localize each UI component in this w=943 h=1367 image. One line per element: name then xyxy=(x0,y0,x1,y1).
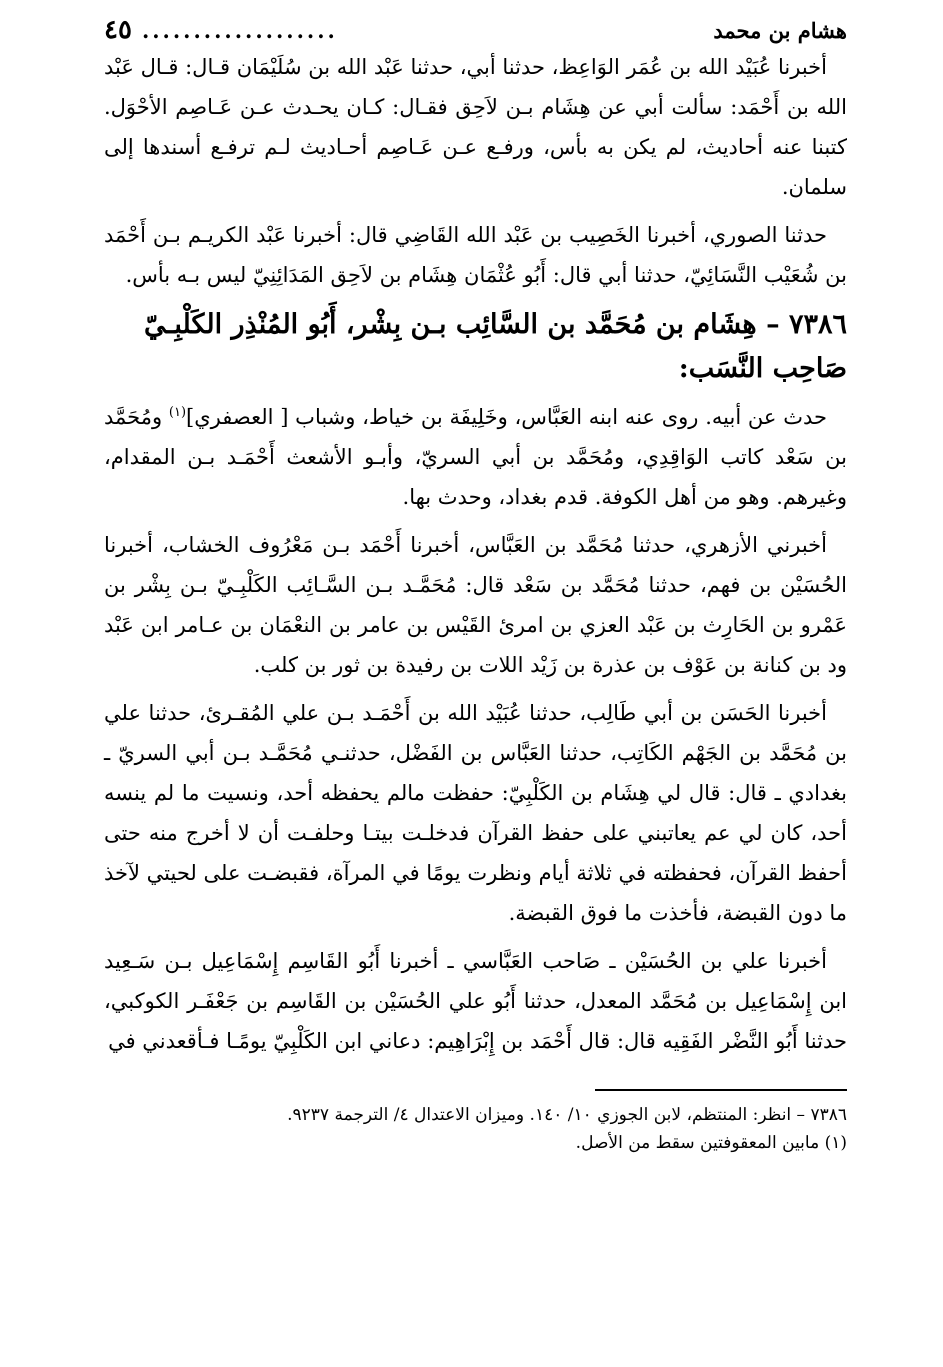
running-title: هشام بن محمد xyxy=(713,18,847,43)
footnote-marker: (١) xyxy=(168,405,187,420)
paragraph-3-part-1: حدث عن أبيه. روى عنه ابنه العَبَّاس، وخَلِيفَة بن خياط، وشباب [ العصفري] xyxy=(186,405,827,429)
leader-dots: ................... xyxy=(141,18,338,43)
paragraph-4: أخبرني الأزهري، حدثنا مُحَمَّد بن العَبَّاس، أخبرنا أَحْمَد بـن مَعْرُوف الخشاب، أخبرنا الحُسَيْن بن فهم، حدثنا مُحَمَّد بن سَعْد قال: مُحَمَّـد بـن السَّـائِب الكَلْبِـيّ بـن بِشْر بن عَمْرو بن الحَارِث بن عَبْد العزي بن امرئ القَيْس بن عامر بن النعْمَان بن عـامر ابن عَبْد ود بن كنانة بن عَوْف بن عذرة بن زَيْد اللات بن رفيدة بن ثور بن كلب. xyxy=(104,533,847,677)
footnote-source: ٧٣٨٦ – انظر: المنتظم، لابن الجوزي ١٠/ ١٤٠. وميزان الاعتدال ٤/ الترجمة ٩٢٣٧. xyxy=(287,1105,847,1125)
footnote-separator xyxy=(595,1089,847,1091)
paragraph-1: أخبرنا عُبَيْد الله بن عُمَر الوَاعِظ، حدثنا أبي، حدثنا عَبْد الله بن سُلَيْمَان قـال: قـال عَبْد الله بن أَحْمَد: سألت أبي عن هِشَام بـن لاَحِق فقـال: كـان يحـدث عـن عَـاصِم الأحْوَل. كتبنا عنه أحاديث، لم يكن به بأس، ورفـع عـن عَـاصِم أحـاديث لـم ترفـع أسندها إلى سلمان. xyxy=(104,55,847,199)
paragraph-3 xyxy=(104,397,847,517)
paragraph-6: أخبرنا علي بن الحُسَيْن ـ صَاحب العَبَّاسي ـ أخبرنا أَبُو القَاسِم إِسْمَاعِيل بـن سَـعِيد ابن إِسْمَاعِيل بن مُحَمَّد المعدل، حدثنا أَبُو علي الحُسَيْن بن القَاسِم بن جَعْفَـر الكوكبي، حدثنا أَبُو النَّضْر الفَقِيه قال: قال أَحْمَد بن إِبْرَاهِيم: دعاني ابن الكَلْبِيّ يومًـا فـأقعدني في xyxy=(104,949,847,1053)
entry-heading: ٧٣٨٦ – هِشَام بن مُحَمَّد بن السَّائِب بـن بِشْر، أَبُو المُنْذِر الكَلْبِـيّ صَاحِب النَّسَب: xyxy=(143,309,847,384)
paragraph-5: أخبرنا الحَسَن بن أبي طَالِب، حدثنا عُبَيْد الله بن أَحْمَـد بـن علي المُقـرئ، حدثنا علي بن مُحَمَّد بن الجَهْم الكَاتِب، حدثنا العَبَّاس بن الفَضْل، حدثنـي مُحَمَّـد بـن أبي السريّ ـ بغدادي ـ قال: قال لي هِشَام بن الكَلْبِيّ: حفظت مالم يحفظه أحد، ونسيت ما لم ينسه أحد، كان لي عم يعاتبني على حفظ القرآن فدخلـت بيتـا وحلفـت أن لا أخرج منه حتى أحفظ القرآن، فحفظته في ثلاثة أيام ونظرت يومًا في المرآة، فقبضـت على لحيتي لآخذ ما دون القبضة، فأخذت ما فوق القبضة. xyxy=(104,701,847,925)
footnotes xyxy=(104,1101,847,1157)
page-number-group xyxy=(104,14,338,47)
paragraph-3-part-2: ومُحَمَّد بن سَعْد كاتب الوَاقِدِي، ومُحَمَّد بن أبي السريّ، وأبـو الأشعث أَحْمَـد بـن المقدام، وغيرهم. وهو من أهل الكوفة. قدم بغداد، وحدث بها. xyxy=(104,405,847,509)
paragraph-2: حدثنا الصوري، أخبرنا الخَصِيب بن عَبْد الله القَاضِي قال: أخبرنا عَبْد الكريـم بـن أَحْمَد بن شُعَيْب النَّسَائِيّ، حدثنا أبي قال: أَبُو عُثْمَان هِشَام بن لاَحِق المَدَائِنِيّ ليس بـه بأس. xyxy=(104,223,847,287)
page-number: ٤٥ xyxy=(104,15,132,45)
footnote-1: (١) مابين المعقوفتين سقط من الأصل. xyxy=(575,1133,847,1153)
running-header xyxy=(104,14,847,47)
